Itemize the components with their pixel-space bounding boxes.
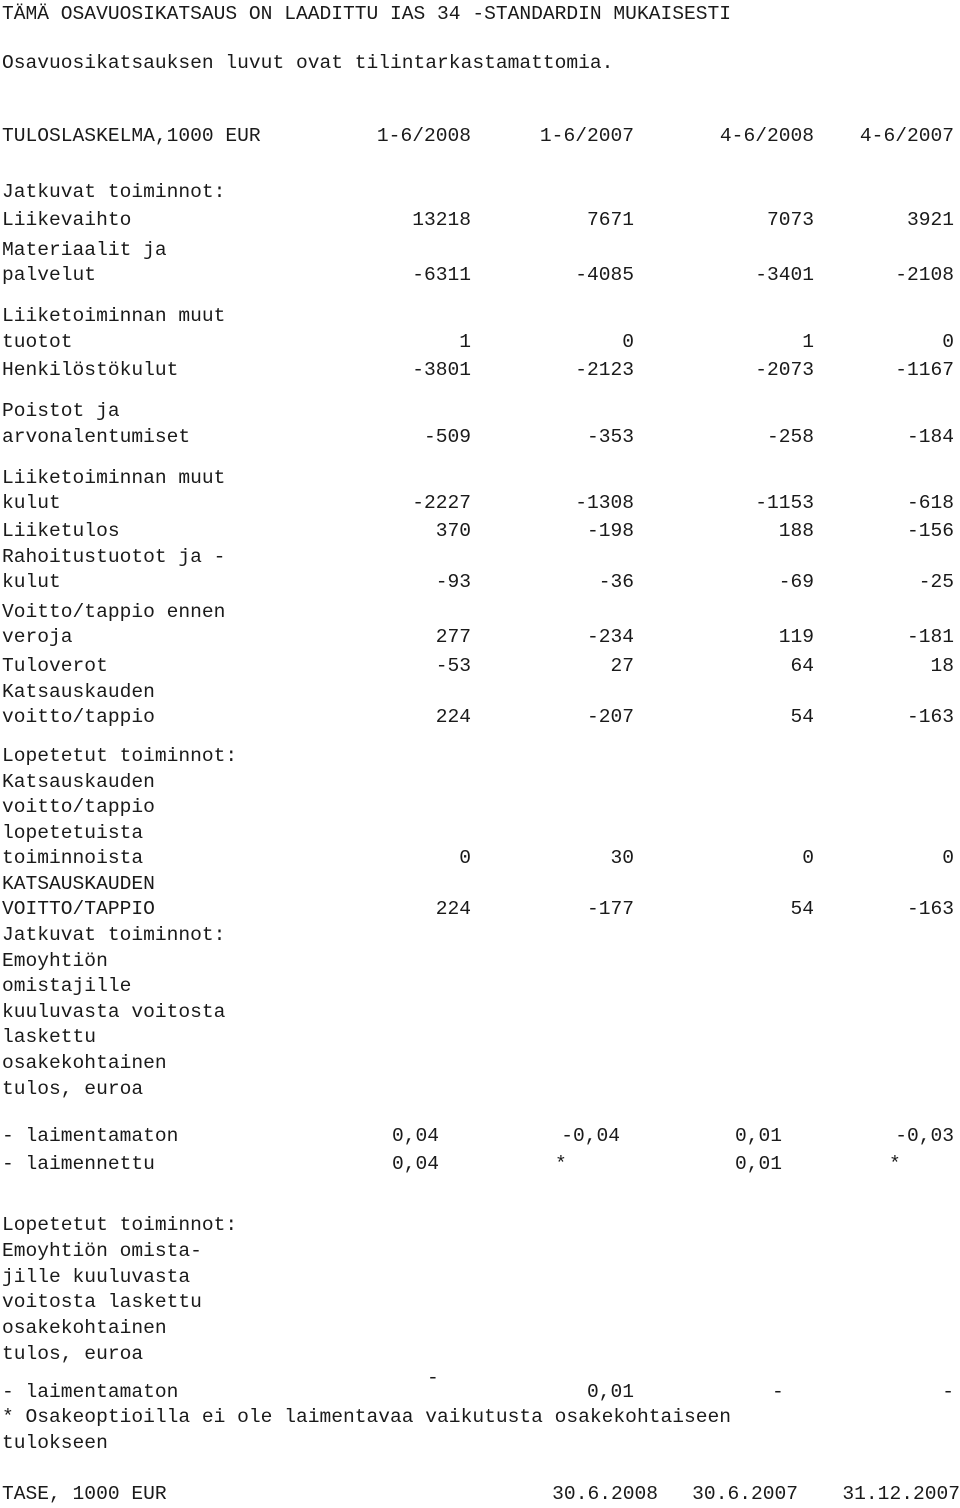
row-label: Henkilöstökulut: [2, 359, 179, 381]
table-cell: -4085: [575, 264, 634, 286]
section-heading-discontinued: Lopetetut toiminnot:: [2, 1214, 238, 1236]
table-cell: 0: [942, 331, 954, 353]
unaudited-note: Osavuosikatsauksen luvut ovat tilintarkastamattomia.: [2, 52, 614, 74]
table-cell: 54: [790, 706, 814, 728]
table-cell: 224: [435, 898, 471, 920]
table-cell: -3401: [755, 264, 814, 286]
eps-description: omistajille: [2, 975, 132, 997]
section-heading-discontinued: Lopetetut toiminnot:: [2, 745, 238, 767]
table-cell: 54: [790, 898, 814, 920]
row-label: arvonalentumiset: [2, 426, 191, 448]
table-cell: -618: [906, 492, 954, 514]
table-cell: 18: [930, 655, 954, 677]
table-cell: 224: [435, 706, 471, 728]
table-cell: 1: [459, 331, 471, 353]
table-cell: -69: [778, 571, 814, 593]
eps-description: tulos, euroa: [2, 1343, 144, 1365]
row-label: Liiketoiminnan muut: [2, 305, 226, 327]
table-cell: 64: [790, 655, 814, 677]
table-cell: 0,04: [391, 1125, 439, 1147]
column-header: 4-6/2008: [719, 125, 814, 147]
table-cell: -36: [598, 571, 634, 593]
table-cell: -25: [918, 571, 954, 593]
table-cell: 1: [802, 331, 814, 353]
table-cell: -163: [906, 898, 954, 920]
table-cell: 30: [610, 847, 634, 869]
row-label: tuotot: [2, 331, 73, 353]
row-label: Katsauskauden: [2, 771, 155, 793]
eps-description: jille kuuluvasta: [2, 1266, 191, 1288]
balance-sheet-title: TASE, 1000 EUR: [2, 1483, 167, 1505]
row-label: Materiaalit ja: [2, 239, 167, 261]
row-label: toiminnoista: [2, 847, 144, 869]
column-header: 1-6/2008: [376, 125, 471, 147]
table-cell: -1153: [755, 492, 814, 514]
table-cell: -509: [423, 426, 471, 448]
table-cell: 0,01: [734, 1153, 782, 1175]
column-header: 4-6/2007: [859, 125, 954, 147]
table-cell: -6311: [412, 264, 471, 286]
row-label: palvelut: [2, 264, 97, 286]
row-label: Rahoitustuotot ja -: [2, 546, 226, 568]
column-header: 30.6.2007: [692, 1483, 798, 1505]
row-label: - laimennettu: [2, 1153, 155, 1175]
column-header: 31.12.2007: [842, 1483, 960, 1505]
table-cell: -2108: [895, 264, 954, 286]
table-cell: 7671: [586, 209, 634, 231]
table-cell: 0: [802, 847, 814, 869]
table-cell: -198: [586, 520, 634, 542]
table-cell: -353: [586, 426, 634, 448]
row-label: Voitto/tappio ennen: [2, 601, 226, 623]
table-cell: -1167: [895, 359, 954, 381]
table-cell: -2073: [755, 359, 814, 381]
table-cell: -181: [906, 626, 954, 648]
table-cell: -3801: [412, 359, 471, 381]
table-cell: 0,01: [586, 1381, 634, 1403]
row-label: kulut: [2, 492, 61, 514]
eps-description: laskettu: [2, 1026, 97, 1048]
row-label: veroja: [2, 626, 73, 648]
row-label: kulut: [2, 571, 61, 593]
eps-description: kuuluvasta voitosta: [2, 1001, 226, 1023]
table-cell: -258: [766, 426, 814, 448]
table-cell: -163: [906, 706, 954, 728]
table-cell: -: [772, 1381, 784, 1403]
eps-description: Emoyhtiön omista-: [2, 1240, 202, 1262]
row-label: lopetetuista: [2, 822, 144, 844]
table-cell: 7073: [766, 209, 814, 231]
table-cell: -234: [586, 626, 634, 648]
table-cell: *: [889, 1153, 901, 1175]
table-cell: 0: [942, 847, 954, 869]
table-cell: 3921: [906, 209, 954, 231]
table-cell: -1308: [575, 492, 634, 514]
document-heading: TÄMÄ OSAVUOSIKATSAUS ON LAADITTU IAS 34 -STANDARDIN MUKAISESTI: [2, 3, 732, 25]
row-label: Liikevaihto: [2, 209, 132, 231]
table-cell: 370: [435, 520, 471, 542]
table-cell: 27: [610, 655, 634, 677]
table-cell: 0,01: [734, 1125, 782, 1147]
column-header: 1-6/2007: [539, 125, 634, 147]
row-label: - laimentamaton: [2, 1125, 179, 1147]
row-label: Liiketoiminnan muut: [2, 467, 226, 489]
table-cell: 13218: [412, 209, 471, 231]
eps-description: tulos, euroa: [2, 1078, 144, 1100]
table-cell: -2227: [412, 492, 471, 514]
footnote: * Osakeoptioilla ei ole laimentavaa vaikutusta osakekohtaiseen: [2, 1406, 732, 1428]
row-label: Katsauskauden: [2, 681, 155, 703]
eps-description: Emoyhtiön: [2, 950, 108, 972]
table-cell: 0: [622, 331, 634, 353]
row-label: VOITTO/TAPPIO: [2, 898, 155, 920]
footnote: tulokseen: [2, 1432, 108, 1454]
eps-description: voitosta laskettu: [2, 1291, 202, 1313]
table-cell: 119: [778, 626, 814, 648]
row-label: - laimentamaton: [2, 1381, 179, 1403]
table-cell: 0,04: [391, 1153, 439, 1175]
income-statement-title: TULOSLASKELMA,1000 EUR: [2, 125, 261, 147]
row-label: Poistot ja: [2, 400, 120, 422]
table-cell: -: [427, 1367, 439, 1389]
column-header: 30.6.2008: [552, 1483, 658, 1505]
section-heading-continuing: Jatkuvat toiminnot:: [2, 924, 226, 946]
row-label: KATSAUSKAUDEN: [2, 873, 155, 895]
row-label: voitto/tappio: [2, 796, 155, 818]
section-heading-continuing: Jatkuvat toiminnot:: [2, 181, 226, 203]
table-cell: 0: [459, 847, 471, 869]
row-label: Tuloverot: [2, 655, 108, 677]
table-cell: -53: [435, 655, 471, 677]
table-cell: 277: [435, 626, 471, 648]
table-cell: -207: [586, 706, 634, 728]
table-cell: 188: [778, 520, 814, 542]
row-label: voitto/tappio: [2, 706, 155, 728]
table-cell: *: [555, 1153, 567, 1175]
row-label: Liiketulos: [2, 520, 120, 542]
table-cell: -177: [586, 898, 634, 920]
table-cell: -: [942, 1381, 954, 1403]
eps-description: osakekohtainen: [2, 1317, 167, 1339]
table-cell: -0,04: [561, 1125, 620, 1147]
table-cell: -93: [435, 571, 471, 593]
eps-description: osakekohtainen: [2, 1052, 167, 1074]
table-cell: -156: [906, 520, 954, 542]
table-cell: -2123: [575, 359, 634, 381]
table-cell: -184: [906, 426, 954, 448]
table-cell: -0,03: [895, 1125, 954, 1147]
